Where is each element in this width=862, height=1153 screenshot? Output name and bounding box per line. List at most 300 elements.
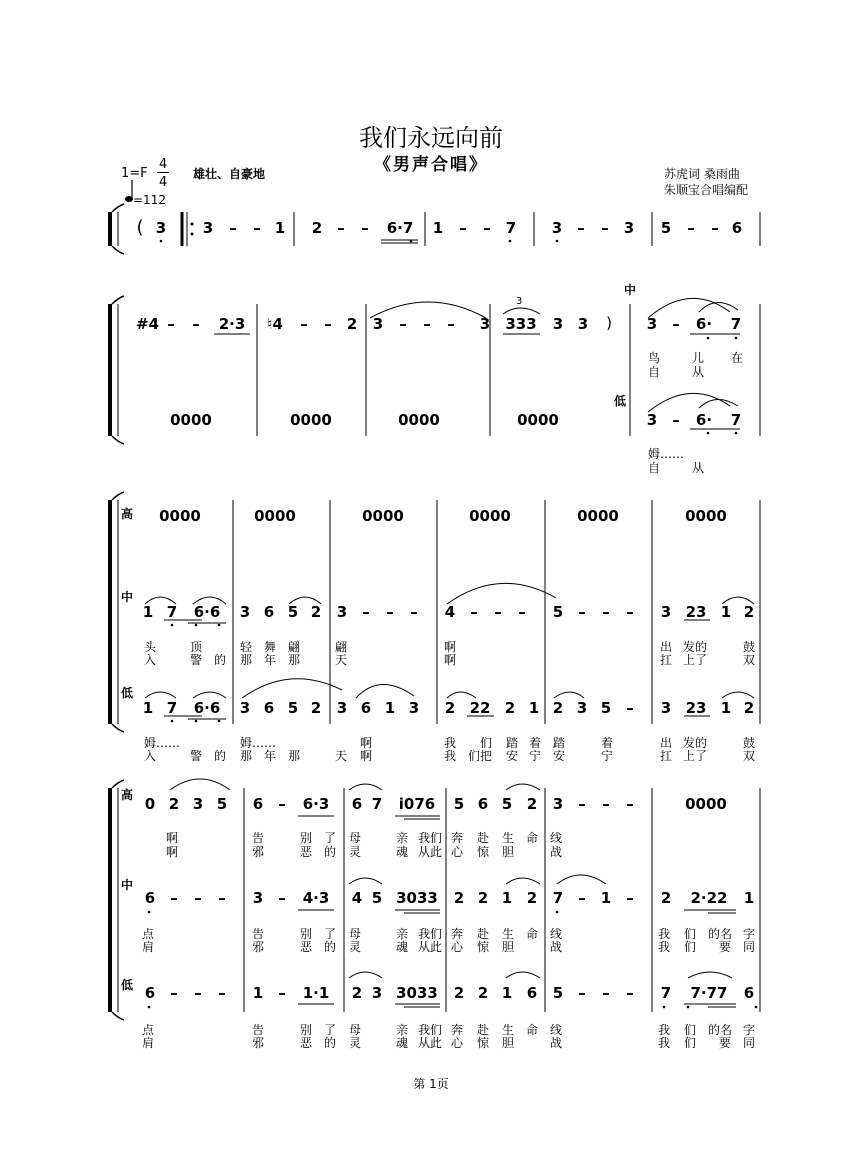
lyric: 翩	[288, 640, 301, 654]
note: 23	[685, 699, 707, 717]
lyric: 我们	[418, 927, 443, 941]
note: 1	[142, 603, 154, 621]
note: 2	[453, 889, 465, 907]
lyric: 扛	[660, 653, 673, 667]
note: ♮4	[267, 315, 283, 333]
lyric: 鼓	[743, 736, 756, 750]
lyric: 踏	[553, 736, 566, 750]
note: 2	[168, 795, 180, 813]
note: 3	[660, 699, 672, 717]
part-label-mid: 中	[624, 283, 637, 297]
note: 4	[351, 889, 363, 907]
credit-lyricist-composer: 苏虎词 桑雨曲	[664, 167, 740, 181]
note: 7	[730, 315, 742, 333]
triplet-mark: 3	[516, 296, 523, 307]
lyric: 线	[550, 831, 563, 845]
part-label-high: 高	[121, 788, 134, 802]
dash: –	[601, 219, 609, 237]
note: 3	[372, 315, 384, 333]
dash: –	[229, 219, 237, 237]
rest-group: 0000	[685, 795, 727, 813]
lyric: 鼓	[743, 640, 756, 654]
lyric: 了	[324, 831, 337, 845]
lyric: 命	[526, 927, 539, 941]
lyric: 姆……	[240, 736, 277, 750]
note: 2·3	[218, 315, 246, 333]
note: 3	[646, 315, 658, 333]
rest-group: 0000	[469, 507, 511, 525]
dash: –	[386, 603, 394, 621]
note: 3	[408, 699, 420, 717]
rest-group: 0000	[685, 507, 727, 525]
lyric: 点	[142, 927, 155, 941]
lyric: 我	[658, 1036, 671, 1050]
lyric: 的名	[708, 927, 733, 941]
note: #4	[136, 315, 160, 333]
rest-group: 0000	[362, 507, 404, 525]
lyric: 我们	[418, 831, 443, 845]
note: 2	[552, 699, 564, 717]
lyric: 头	[144, 640, 157, 654]
open-paren: (	[136, 217, 144, 238]
dash: –	[687, 219, 695, 237]
note: 1	[432, 219, 444, 237]
lyric: 命	[526, 831, 539, 845]
lyric: 着	[529, 736, 542, 750]
note: 3	[646, 411, 658, 429]
expression-marking: 雄壮、自豪地	[193, 167, 266, 181]
note: 6	[144, 984, 156, 1002]
note: 1·1	[302, 984, 330, 1002]
lyric: 警	[190, 653, 203, 667]
lyric: 线	[550, 927, 563, 941]
note: 6	[263, 699, 275, 717]
note: 5	[371, 889, 383, 907]
note: 4·3	[302, 889, 330, 907]
note: 2	[743, 603, 755, 621]
note: 5	[501, 795, 513, 813]
lyric: 们	[684, 1023, 697, 1037]
lyric: 告	[252, 1023, 265, 1037]
lyric: 我	[444, 749, 457, 763]
dash: –	[278, 984, 286, 1002]
time-denominator: 4	[159, 175, 168, 190]
lyric: 要	[719, 1036, 732, 1050]
lyric: 心	[451, 940, 464, 954]
note: 3	[479, 315, 491, 333]
note: 3	[239, 603, 251, 621]
note: 6	[743, 984, 755, 1002]
lyric: 生	[502, 1023, 515, 1037]
note: 6	[263, 603, 275, 621]
lyric: 我们	[418, 1023, 443, 1037]
lyric: 啊	[166, 831, 179, 845]
lyric: 点	[142, 1023, 155, 1037]
lyric: 生	[502, 927, 515, 941]
dash: –	[578, 603, 586, 621]
lyric: 告	[252, 927, 265, 941]
note: 3	[336, 603, 348, 621]
note: 3	[551, 219, 563, 237]
note: 5	[453, 795, 465, 813]
lyric: 天	[335, 653, 348, 667]
note: 3	[577, 315, 589, 333]
note: 6·7	[386, 219, 414, 237]
lyric: 魂	[396, 845, 409, 859]
note: 5	[216, 795, 228, 813]
lyric: 的	[324, 1036, 337, 1050]
lyric: 了	[324, 927, 337, 941]
note: 2	[504, 699, 516, 717]
note: 7	[730, 411, 742, 429]
note: 1	[501, 889, 513, 907]
lyric: 安	[553, 749, 566, 763]
lyric: 着	[601, 736, 614, 750]
note: 1	[142, 699, 154, 717]
note: 2	[351, 984, 363, 1002]
note: 1	[720, 699, 732, 717]
lyric: 啊	[360, 749, 373, 763]
page-number: 第 1页	[413, 1077, 449, 1091]
lyric: 啊	[444, 640, 457, 654]
dash: –	[170, 889, 178, 907]
lyric: 字	[743, 1023, 756, 1037]
lyric: 的名	[708, 1023, 733, 1037]
song-title: 我们永远向前	[359, 124, 503, 152]
note: 1	[528, 699, 540, 717]
note: 2	[453, 984, 465, 1002]
dash: –	[447, 315, 455, 333]
rest-group: 0000	[398, 411, 440, 429]
note: 3	[202, 219, 214, 237]
lyric: 啊	[444, 653, 457, 667]
dash: –	[194, 889, 202, 907]
lyric: 啊	[360, 736, 373, 750]
note: 0	[144, 795, 156, 813]
lyric: 恶	[300, 845, 313, 859]
lyric: 啊	[166, 845, 179, 859]
dash: –	[410, 603, 418, 621]
lyric: 上了	[683, 653, 708, 667]
lyric: 自	[648, 365, 661, 379]
dash: –	[278, 795, 286, 813]
lyric: 们	[480, 736, 493, 750]
dash: –	[578, 984, 586, 1002]
dash: –	[577, 219, 585, 237]
lyric: 母	[349, 1023, 362, 1037]
lyric: 肩	[142, 940, 155, 954]
dash: –	[626, 889, 634, 907]
lyric: 母	[349, 927, 362, 941]
note: 6	[731, 219, 743, 237]
note: 6	[360, 699, 372, 717]
lyric: 年	[264, 749, 277, 763]
lyric: 我	[658, 1023, 671, 1037]
lyric: 那	[288, 653, 301, 667]
lyric: 发的	[683, 640, 708, 654]
lyric: 心	[451, 1036, 464, 1050]
lyric: 胆	[502, 940, 515, 954]
note: 2	[311, 219, 323, 237]
note: 3	[552, 795, 564, 813]
note: 5	[660, 219, 672, 237]
lyric: 灵	[349, 845, 362, 859]
song-subtitle: 《男声合唱》	[374, 155, 488, 175]
note: 3	[336, 699, 348, 717]
lyric: 们	[684, 940, 697, 954]
lyric: 奔	[451, 927, 464, 941]
lyric: 们	[684, 1036, 697, 1050]
lyric: 从	[692, 461, 705, 475]
lyric: 别	[300, 831, 313, 845]
lyric: 恶	[300, 1036, 313, 1050]
note: 2	[477, 889, 489, 907]
lyric: 同	[743, 1036, 756, 1050]
dash: –	[423, 315, 431, 333]
lyric: 胆	[502, 1036, 515, 1050]
part-label-low: 低	[121, 686, 134, 700]
lyric: 踏	[506, 736, 519, 750]
note: 7·77	[690, 984, 728, 1002]
lyric: 天	[335, 749, 348, 763]
dash: –	[672, 411, 680, 429]
note: 3	[155, 219, 167, 237]
lyric: 安	[506, 749, 519, 763]
dash: –	[218, 984, 226, 1002]
rest-group: 0000	[290, 411, 332, 429]
lyric: 的	[214, 749, 227, 763]
dash: –	[278, 889, 286, 907]
note: 7	[660, 984, 672, 1002]
note: 7	[166, 699, 178, 717]
note: 2·22	[690, 889, 728, 907]
note: 3	[192, 795, 204, 813]
lyric: 姆……	[648, 447, 685, 461]
lyric: 亲	[396, 831, 409, 845]
note: 4	[444, 603, 456, 621]
lyric: 别	[300, 1023, 313, 1037]
note: 7	[505, 219, 517, 237]
dash: –	[518, 603, 526, 621]
note: 1	[600, 889, 612, 907]
dash: –	[483, 219, 491, 237]
lyric: 要	[719, 940, 732, 954]
lyric: 恶	[300, 940, 313, 954]
lyric: 赴	[477, 831, 490, 845]
dash: –	[626, 795, 634, 813]
note: 2	[310, 603, 322, 621]
key-signature: 1=F	[121, 166, 148, 181]
part-label-high: 高	[121, 507, 134, 521]
lyric: 告	[252, 831, 265, 845]
lyric: 赴	[477, 1023, 490, 1037]
lyric: 那	[288, 749, 301, 763]
note: 3	[252, 889, 264, 907]
note: 2	[477, 984, 489, 1002]
lyric: 舞	[264, 640, 277, 654]
rest-group: 0000	[170, 411, 212, 429]
part-label-low: 低	[614, 394, 627, 408]
note: 2	[310, 699, 322, 717]
lyric: 儿	[692, 351, 705, 365]
lyric: 们把	[468, 749, 493, 763]
time-numerator: 4	[159, 157, 168, 172]
time-divider	[157, 172, 169, 173]
tempo-marking: =112	[133, 193, 166, 207]
rest-group: 0000	[159, 507, 201, 525]
lyric: 母	[349, 831, 362, 845]
lyric: 双	[743, 653, 756, 667]
lyric: 的	[214, 653, 227, 667]
dash: –	[192, 315, 200, 333]
lyric: 那	[240, 653, 253, 667]
lyric: 们	[684, 927, 697, 941]
note: 3033	[396, 889, 438, 907]
lyric: 双	[743, 749, 756, 763]
note: 23	[685, 603, 707, 621]
dash: –	[459, 219, 467, 237]
lyric: 从此	[418, 1036, 443, 1050]
dash: –	[626, 984, 634, 1002]
lyric: 年	[264, 653, 277, 667]
note: 2	[660, 889, 672, 907]
note: 2	[526, 889, 538, 907]
note: 5	[287, 699, 299, 717]
dash: –	[337, 219, 345, 237]
lyric: 生	[502, 831, 515, 845]
part-label-mid: 中	[121, 590, 134, 604]
lyric: 战	[550, 940, 563, 954]
part-label-low: 低	[121, 978, 134, 992]
note: 7	[552, 889, 564, 907]
note: 3	[371, 984, 383, 1002]
lyric: 发的	[683, 736, 708, 750]
note: 6	[351, 795, 363, 813]
note: 1	[720, 603, 732, 621]
note: 3	[660, 603, 672, 621]
dash: –	[602, 603, 610, 621]
note: 3	[239, 699, 251, 717]
lyric: 惊	[477, 940, 490, 954]
note: 5	[552, 984, 564, 1002]
lyric: 的	[324, 940, 337, 954]
note: 333	[505, 315, 537, 333]
dash: –	[170, 984, 178, 1002]
note: 1	[384, 699, 396, 717]
lyric: 邪	[252, 1036, 265, 1050]
dash: –	[672, 315, 680, 333]
lyric: 从此	[418, 940, 443, 954]
dash: –	[362, 603, 370, 621]
lyric: 邪	[252, 940, 265, 954]
lyric: 命	[526, 1023, 539, 1037]
dash: –	[711, 219, 719, 237]
lyric: 姆……	[144, 736, 181, 750]
note: 7	[166, 603, 178, 621]
lyric: 心	[451, 845, 464, 859]
lyric: 上了	[683, 749, 708, 763]
lyric: 出	[660, 640, 673, 654]
note: 3	[623, 219, 635, 237]
dash: –	[399, 315, 407, 333]
note: 6	[477, 795, 489, 813]
lyric: 我	[658, 927, 671, 941]
close-paren: )	[606, 314, 612, 332]
lyric: 亲	[396, 927, 409, 941]
lyric: 同	[743, 940, 756, 954]
note: 3	[552, 315, 564, 333]
dash: –	[578, 889, 586, 907]
note: 7	[371, 795, 383, 813]
lyric: 警	[190, 749, 203, 763]
lyric: 别	[300, 927, 313, 941]
dash: –	[602, 795, 610, 813]
lyric: 我	[444, 736, 457, 750]
lyric: 赴	[477, 927, 490, 941]
note: 2	[444, 699, 456, 717]
note: 2	[526, 795, 538, 813]
note: 6·3	[302, 795, 330, 813]
lyric: 翩	[335, 640, 348, 654]
note: 5	[552, 603, 564, 621]
lyric: 出	[660, 736, 673, 750]
note: i076	[398, 795, 436, 813]
note: 3033	[396, 984, 438, 1002]
dash: –	[602, 984, 610, 1002]
lyric: 战	[550, 1036, 563, 1050]
note: 2	[346, 315, 358, 333]
note: 6·6	[193, 699, 221, 717]
note: 6·	[695, 315, 713, 333]
part-label-mid: 中	[121, 878, 134, 892]
lyric: 顶	[190, 640, 203, 654]
dash: –	[626, 699, 634, 717]
rest-group: 0000	[254, 507, 296, 525]
dash: –	[167, 315, 175, 333]
lyric: 了	[324, 1023, 337, 1037]
lyric: 亲	[396, 1023, 409, 1037]
note: 1	[274, 219, 286, 237]
lyric: 惊	[477, 845, 490, 859]
dash: –	[578, 795, 586, 813]
lyric: 灵	[349, 1036, 362, 1050]
note: 3	[576, 699, 588, 717]
note: 6·6	[193, 603, 221, 621]
dash: –	[218, 889, 226, 907]
lyric: 邪	[252, 845, 265, 859]
note: 6	[144, 889, 156, 907]
lyric: 字	[743, 927, 756, 941]
lyric: 从	[692, 365, 705, 379]
lyric: 胆	[502, 845, 515, 859]
lyric: 从此	[418, 845, 443, 859]
note: 5	[600, 699, 612, 717]
lyric: 我	[658, 940, 671, 954]
lyric: 鸟	[648, 351, 661, 365]
note: 5	[287, 603, 299, 621]
lyric: 轻	[240, 640, 253, 654]
note: 22	[469, 699, 491, 717]
lyric: 肩	[142, 1036, 155, 1050]
lyric: 自	[648, 461, 661, 475]
lyric: 战	[550, 845, 563, 859]
lyric: 奔	[451, 1023, 464, 1037]
note: 6	[252, 795, 264, 813]
lyric: 扛	[660, 749, 673, 763]
dash: –	[253, 219, 261, 237]
lyric: 魂	[396, 1036, 409, 1050]
dash: –	[300, 315, 308, 333]
